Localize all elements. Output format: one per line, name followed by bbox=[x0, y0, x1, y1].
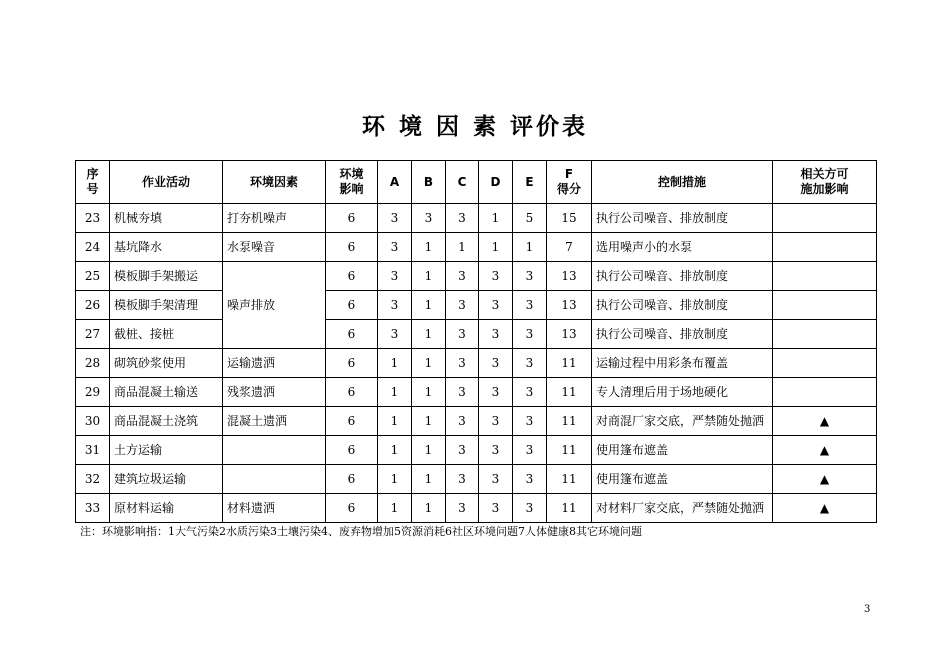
cell-related: ▲ bbox=[773, 436, 877, 465]
cell-d: 3 bbox=[479, 436, 513, 465]
cell-c: 3 bbox=[446, 407, 479, 436]
cell-b: 1 bbox=[412, 233, 446, 262]
header-impact: 环境 影响 bbox=[326, 161, 378, 204]
cell-b: 1 bbox=[412, 378, 446, 407]
table-row bbox=[76, 494, 877, 523]
cell-b: 1 bbox=[412, 494, 446, 523]
header-c: C bbox=[446, 161, 479, 204]
cell-impact: 6 bbox=[326, 378, 378, 407]
cell-e: 3 bbox=[513, 320, 547, 349]
cell-activity: 机械夯填 bbox=[110, 204, 223, 233]
cell-impact: 6 bbox=[326, 204, 378, 233]
header-control: 控制措施 bbox=[592, 161, 773, 204]
header-d: D bbox=[479, 161, 513, 204]
cell-f: 11 bbox=[547, 378, 592, 407]
cell-factor: 残浆遗洒 bbox=[223, 378, 326, 407]
header-a: A bbox=[378, 161, 412, 204]
cell-seq: 23 bbox=[76, 204, 110, 233]
cell-f: 13 bbox=[547, 291, 592, 320]
cell-c: 3 bbox=[446, 378, 479, 407]
cell-a: 1 bbox=[378, 349, 412, 378]
cell-factor: 运输遗洒 bbox=[223, 349, 326, 378]
cell-d: 3 bbox=[479, 349, 513, 378]
cell-a: 3 bbox=[378, 262, 412, 291]
footnote: 注：环境影响指：1大气污染2水质污染3土壤污染4、废弃物增加5资源消耗6社区环境问题7人体健康8其它环境问题 bbox=[80, 525, 642, 538]
cell-related: ▲ bbox=[773, 407, 877, 436]
cell-e: 3 bbox=[513, 349, 547, 378]
cell-c: 3 bbox=[446, 204, 479, 233]
cell-b: 1 bbox=[412, 291, 446, 320]
cell-e: 3 bbox=[513, 291, 547, 320]
cell-impact: 6 bbox=[326, 436, 378, 465]
page-title: 环 境 因 素 评价表 bbox=[361, 114, 589, 140]
cell-b: 1 bbox=[412, 320, 446, 349]
cell-seq: 33 bbox=[76, 494, 110, 523]
cell-seq: 25 bbox=[76, 262, 110, 291]
cell-a: 3 bbox=[378, 204, 412, 233]
cell-e: 3 bbox=[513, 378, 547, 407]
cell-e: 3 bbox=[513, 436, 547, 465]
cell-seq: 28 bbox=[76, 349, 110, 378]
cell-e: 3 bbox=[513, 494, 547, 523]
cell-related bbox=[773, 291, 877, 320]
cell-c: 3 bbox=[446, 494, 479, 523]
cell-c: 3 bbox=[446, 349, 479, 378]
cell-c: 3 bbox=[446, 262, 479, 291]
table-row bbox=[76, 204, 877, 233]
cell-c: 3 bbox=[446, 320, 479, 349]
cell-related: ▲ bbox=[773, 494, 877, 523]
table-row bbox=[76, 291, 877, 320]
table-row bbox=[76, 436, 877, 465]
cell-b: 3 bbox=[412, 204, 446, 233]
cell-related bbox=[773, 378, 877, 407]
cell-e: 1 bbox=[513, 233, 547, 262]
cell-f: 13 bbox=[547, 320, 592, 349]
table-row bbox=[76, 262, 877, 291]
header-related: 相关方可 施加影响 bbox=[773, 161, 877, 204]
cell-a: 3 bbox=[378, 320, 412, 349]
cell-b: 1 bbox=[412, 407, 446, 436]
cell-control: 执行公司噪音、排放制度 bbox=[592, 291, 773, 320]
cell-b: 1 bbox=[412, 349, 446, 378]
table-row bbox=[76, 407, 877, 436]
cell-related bbox=[773, 204, 877, 233]
page-number: 3 bbox=[864, 604, 871, 615]
cell-a: 1 bbox=[378, 378, 412, 407]
cell-related bbox=[773, 349, 877, 378]
cell-activity: 商品混凝土浇筑 bbox=[110, 407, 223, 436]
cell-seq: 32 bbox=[76, 465, 110, 494]
cell-f: 11 bbox=[547, 349, 592, 378]
cell-a: 3 bbox=[378, 233, 412, 262]
cell-d: 1 bbox=[479, 233, 513, 262]
cell-f: 11 bbox=[547, 494, 592, 523]
cell-d: 3 bbox=[479, 320, 513, 349]
cell-c: 3 bbox=[446, 465, 479, 494]
cell-c: 3 bbox=[446, 436, 479, 465]
table-row bbox=[76, 465, 877, 494]
cell-b: 1 bbox=[412, 436, 446, 465]
cell-control: 对材料厂家交底，严禁随处抛洒 bbox=[592, 494, 773, 523]
cell-control: 使用篷布遮盖 bbox=[592, 436, 773, 465]
cell-activity: 原材料运输 bbox=[110, 494, 223, 523]
cell-factor: 打夯机噪声 bbox=[223, 204, 326, 233]
cell-e: 3 bbox=[513, 465, 547, 494]
cell-impact: 6 bbox=[326, 320, 378, 349]
cell-factor: 混凝土遗洒 bbox=[223, 407, 326, 436]
cell-activity: 土方运输 bbox=[110, 436, 223, 465]
cell-d: 1 bbox=[479, 204, 513, 233]
cell-activity: 截桩、接桩 bbox=[110, 320, 223, 349]
cell-f: 11 bbox=[547, 436, 592, 465]
cell-control: 专人清理后用于场地硬化 bbox=[592, 378, 773, 407]
cell-impact: 6 bbox=[326, 349, 378, 378]
cell-f: 11 bbox=[547, 407, 592, 436]
cell-control: 执行公司噪音、排放制度 bbox=[592, 262, 773, 291]
cell-activity: 建筑垃圾运输 bbox=[110, 465, 223, 494]
cell-a: 1 bbox=[378, 436, 412, 465]
header-factor: 环境因素 bbox=[223, 161, 326, 204]
cell-control: 使用篷布遮盖 bbox=[592, 465, 773, 494]
cell-factor: 材料遗洒 bbox=[223, 494, 326, 523]
cell-impact: 6 bbox=[326, 494, 378, 523]
cell-d: 3 bbox=[479, 262, 513, 291]
cell-d: 3 bbox=[479, 407, 513, 436]
cell-impact: 6 bbox=[326, 262, 378, 291]
cell-factor bbox=[223, 465, 326, 494]
cell-related bbox=[773, 233, 877, 262]
table-row bbox=[76, 320, 877, 349]
header-activity: 作业活动 bbox=[110, 161, 223, 204]
cell-e: 3 bbox=[513, 407, 547, 436]
table-row bbox=[76, 233, 877, 262]
cell-f: 13 bbox=[547, 262, 592, 291]
table-row bbox=[76, 349, 877, 378]
cell-seq: 24 bbox=[76, 233, 110, 262]
cell-c: 1 bbox=[446, 233, 479, 262]
cell-c: 3 bbox=[446, 291, 479, 320]
cell-seq: 30 bbox=[76, 407, 110, 436]
cell-activity: 基坑降水 bbox=[110, 233, 223, 262]
cell-d: 3 bbox=[479, 291, 513, 320]
cell-a: 1 bbox=[378, 465, 412, 494]
cell-impact: 6 bbox=[326, 291, 378, 320]
cell-factor bbox=[223, 436, 326, 465]
cell-d: 3 bbox=[479, 378, 513, 407]
table-header-row bbox=[76, 161, 877, 204]
cell-b: 1 bbox=[412, 465, 446, 494]
table-row bbox=[76, 378, 877, 407]
cell-seq: 29 bbox=[76, 378, 110, 407]
cell-seq: 31 bbox=[76, 436, 110, 465]
cell-a: 1 bbox=[378, 494, 412, 523]
cell-a: 1 bbox=[378, 407, 412, 436]
cell-e: 3 bbox=[513, 262, 547, 291]
cell-d: 3 bbox=[479, 465, 513, 494]
cell-activity: 模板脚手架清理 bbox=[110, 291, 223, 320]
cell-f: 15 bbox=[547, 204, 592, 233]
cell-control: 执行公司噪音、排放制度 bbox=[592, 204, 773, 233]
cell-control: 执行公司噪音、排放制度 bbox=[592, 320, 773, 349]
cell-impact: 6 bbox=[326, 407, 378, 436]
cell-seq: 27 bbox=[76, 320, 110, 349]
header-f: F 得分 bbox=[547, 161, 592, 204]
header-b: B bbox=[412, 161, 446, 204]
cell-seq: 26 bbox=[76, 291, 110, 320]
cell-e: 5 bbox=[513, 204, 547, 233]
cell-factor: 水泵噪音 bbox=[223, 233, 326, 262]
header-e: E bbox=[513, 161, 547, 204]
cell-f: 11 bbox=[547, 465, 592, 494]
cell-f: 7 bbox=[547, 233, 592, 262]
cell-impact: 6 bbox=[326, 233, 378, 262]
cell-b: 1 bbox=[412, 262, 446, 291]
cell-activity: 商品混凝土输送 bbox=[110, 378, 223, 407]
cell-a: 3 bbox=[378, 291, 412, 320]
cell-control: 运输过程中用彩条布覆盖 bbox=[592, 349, 773, 378]
evaluation-table bbox=[75, 160, 877, 523]
cell-control: 对商混厂家交底，严禁随处抛洒 bbox=[592, 407, 773, 436]
cell-control: 选用噪声小的水泵 bbox=[592, 233, 773, 262]
cell-related: ▲ bbox=[773, 465, 877, 494]
cell-d: 3 bbox=[479, 494, 513, 523]
cell-factor: 噪声排放 bbox=[223, 262, 326, 349]
cell-activity: 模板脚手架搬运 bbox=[110, 262, 223, 291]
cell-impact: 6 bbox=[326, 465, 378, 494]
cell-activity: 砌筑砂浆使用 bbox=[110, 349, 223, 378]
header-seq: 序 号 bbox=[76, 161, 110, 204]
cell-related bbox=[773, 262, 877, 291]
cell-related bbox=[773, 320, 877, 349]
